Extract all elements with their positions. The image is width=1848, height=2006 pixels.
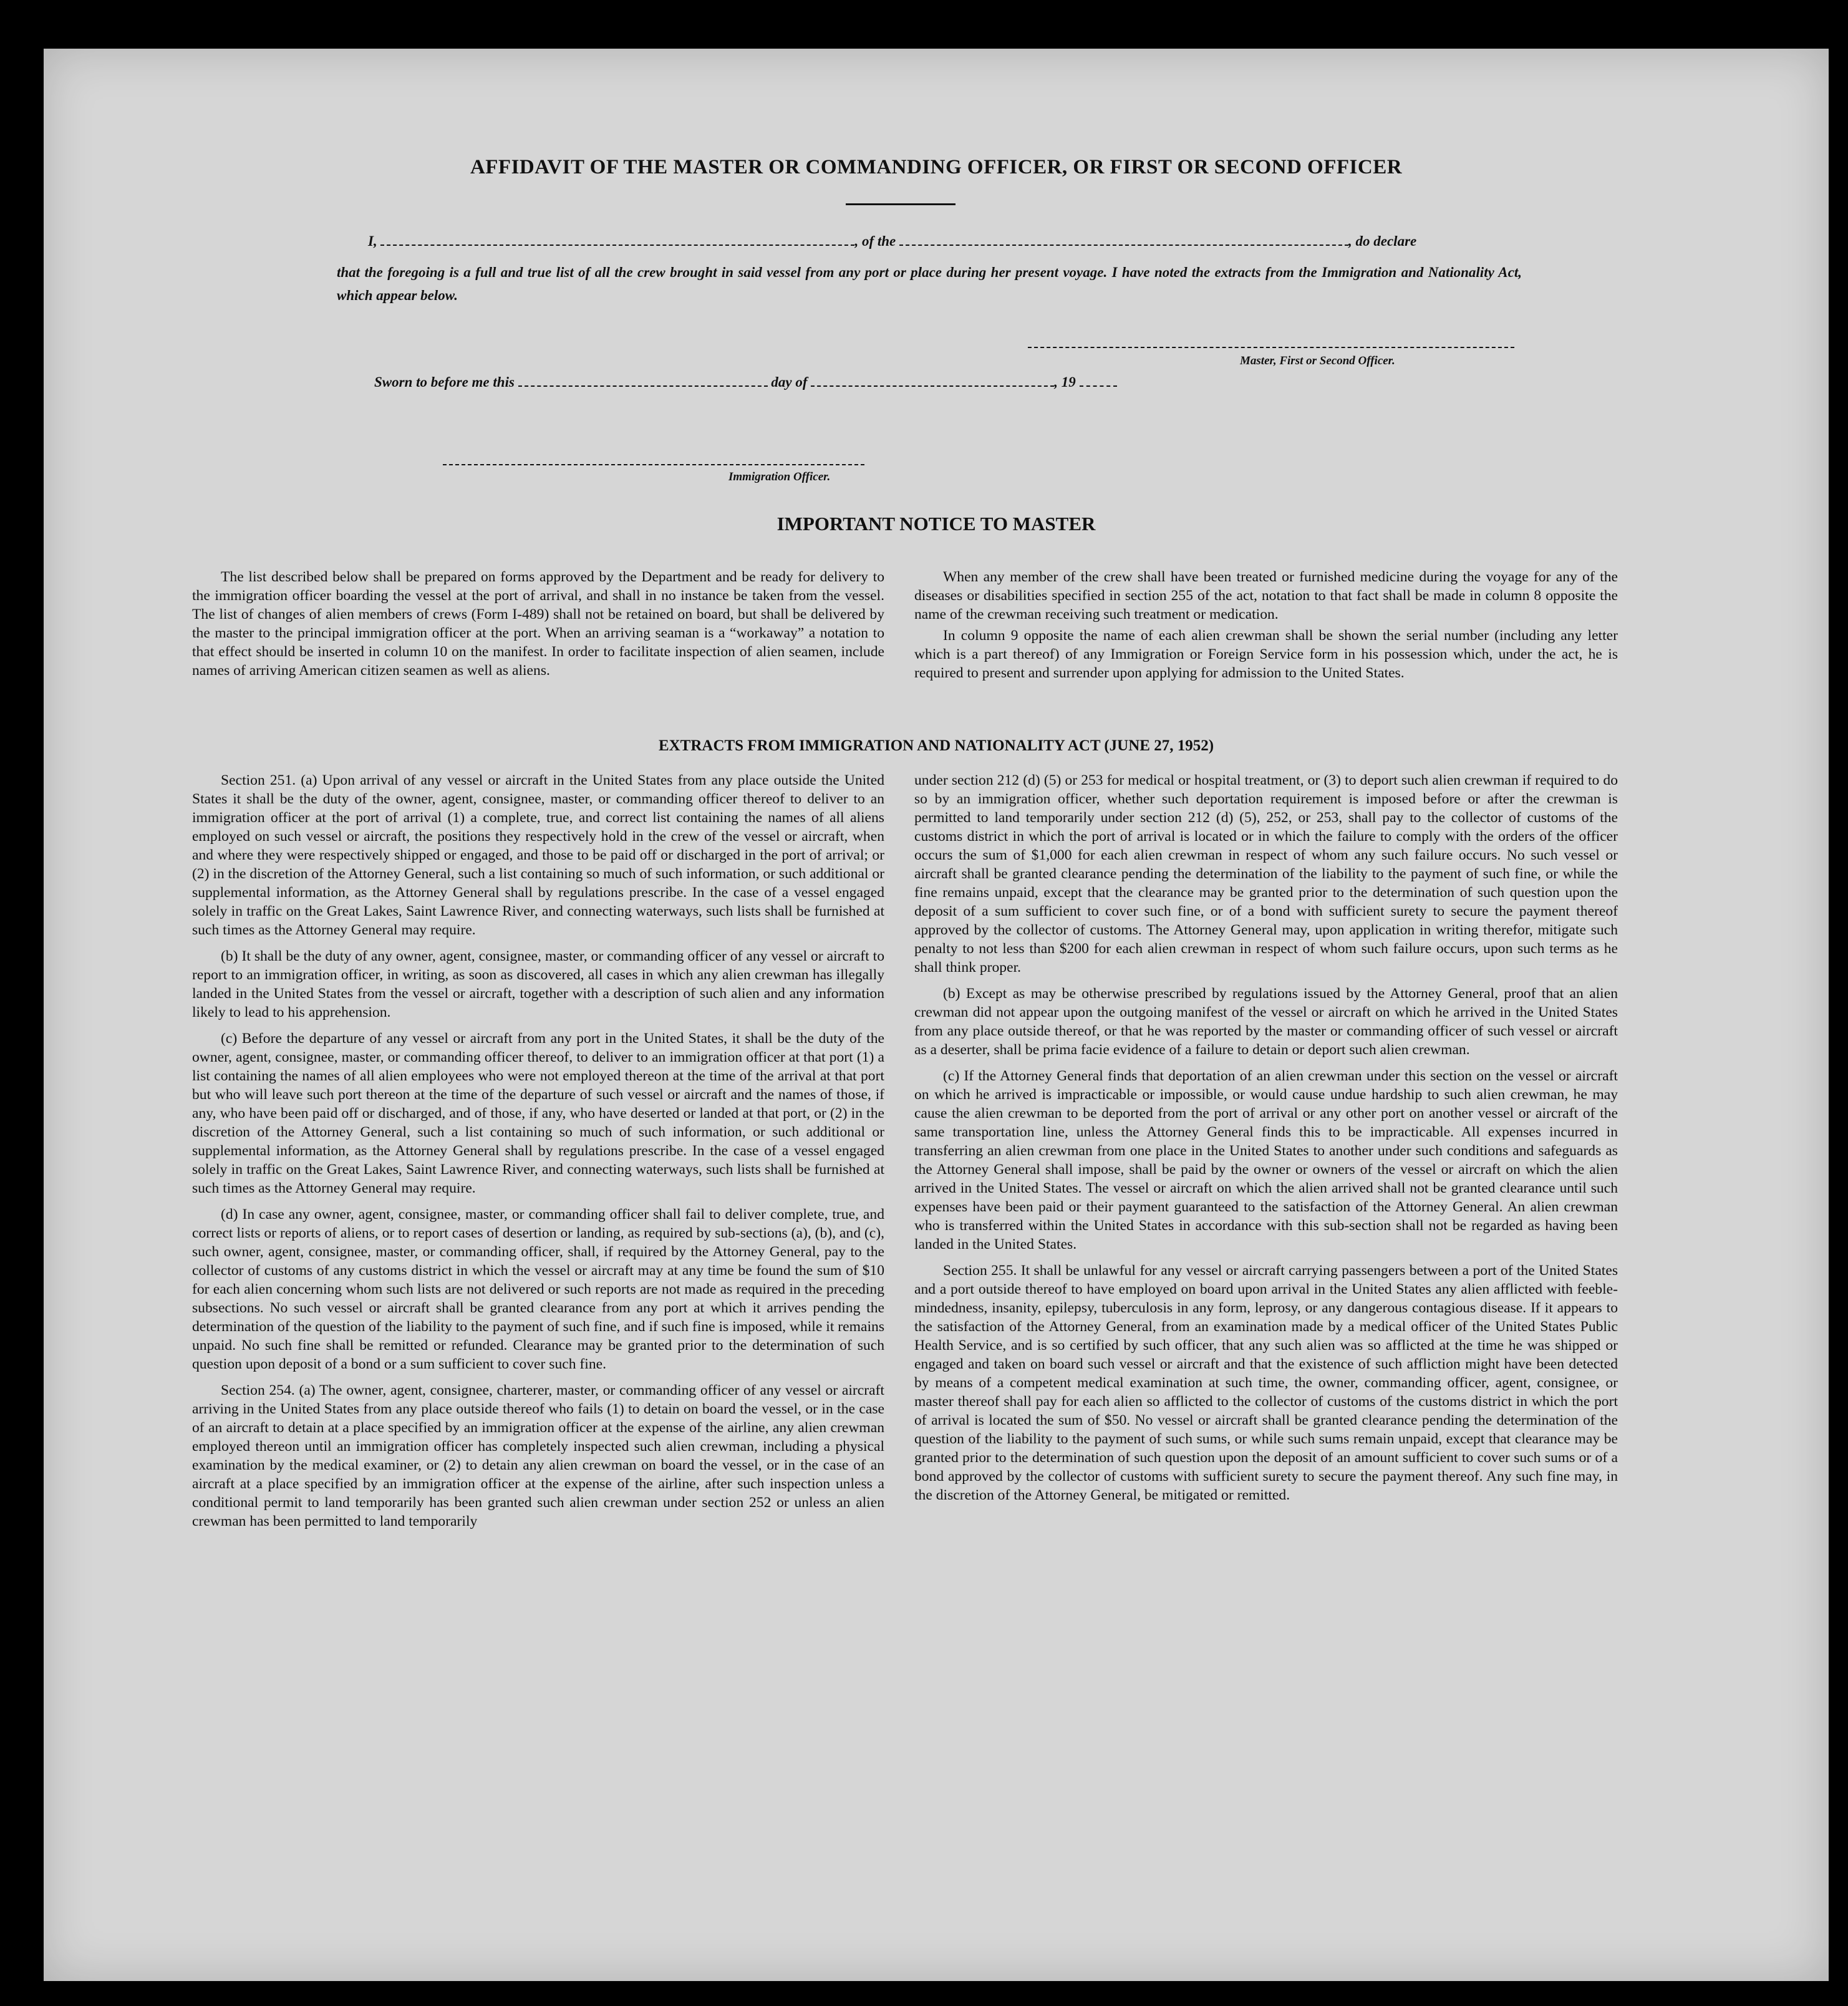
sworn-day-field[interactable]: [518, 374, 768, 387]
vessel-field[interactable]: [899, 233, 1348, 246]
notice-right-paragraph-1: When any member of the crew shall have been treated or furnished medicine during the voyage for any of the diseases or disabilities specified in section 255 of the act, notation to that fact shall be made in column 8 opposite the name of the crewman receiving such treatment or medication.: [914, 569, 1618, 623]
notice-left-column: [192, 568, 884, 687]
section-254-a-continued: under section 212 (d) (5) or 253 for medical or hospital treatment, or (3) to deport such alien crewman if required to do so by an immigration officer, whether such deportation requirement is imposed before or after the crewman is permitted to land temporarily under section 212 (d) (5), 252, or 253, shall pay to the collector of customs of the customs district in which the port of arrival is located or in which the failure to comply with the orders of the officer occurs the sum of $1,000 for each alien crewman in respect of whom any such failure occurs. No such vessel or aircraft shall be granted clearance pending the determination of the liability to the payment of such fine, or while the fine remains unpaid, except that the clearance may be granted prior to the determination of such question upon the deposit of a sum sufficient to cover such fine, or of a bond with sufficient surety to secure the payment thereof approved by the collector of customs. The Attorney General may, upon application in writing therefor, mitigate such penalty to not less than $200 for each alien crewman in respect of whom such failure occurs, upon such terms as he shall think proper.: [914, 772, 1618, 976]
affidavit-section: [44, 49, 1829, 1981]
section-254-c: (c) If the Attorney General finds that deportation of an alien crewman under this section on the vessel or aircraft on which he arrived is impracticable or impossible, or would cause undue hardship to such alien crewman, he may cause the alien crewman to be deported from the port of arrival or any other port on another vessel or aircraft of the same transportation line, unless the Attorney General finds this to be impracticable. All expenses incurred in transferring an alien crewman from one place in the United States to another under such conditions and safeguards as the Attorney General shall impose, shall be paid by the owner or owners of the vessel or aircraft on which the alien arrived in the United States. The vessel or aircraft on which the alien arrived shall not be granted clearance until such expenses have been paid or their payment guaranteed to the satisfaction of the Attorney General. An alien crewman who is transferred within the United States in accordance with this sub-section shall not be regarded as having been landed in the United States.: [914, 1068, 1618, 1253]
sworn-label: Sworn to before me this: [374, 374, 515, 390]
notice-right-paragraph-2: In column 9 opposite the name of each alien crewman shall be shown the serial number (including any letter which is a part thereof) of any Immigration or Foreign Service form in his possession which, under the act, he is required to present and surrender upon applying for admission to the United States.: [914, 627, 1618, 681]
affidavit-title: AFFIDAVIT OF THE MASTER OR COMMANDING OFFICER, OR FIRST OR SECOND OFFICER: [470, 156, 1403, 178]
notice-left-paragraph: The list described below shall be prepared on forms approved by the Department and be ready for delivery to the immigration officer boarding the vessel at the port of arrival, and shall in no instance be taken from the vessel. The list of changes of alien members of crews (Form I-489) shall not be retained on board, but shall be delivered by the master to the principal immigration officer at the port. When an arriving seaman is a “workaway” a notation to that effect should be inserted in column 10 on the manifest. In order to facilitate inspection of alien seamen, include names of arriving American citizen seamen as well as aliens.: [192, 569, 884, 679]
do-declare-label: , do declare: [1348, 233, 1417, 249]
declaration-text: that the foregoing is a full and true list of all the crew brought in said vessel from any port or place during her present voyage. I have noted the extracts from the Immigration and Nationality Act, which appear below.: [337, 264, 1522, 303]
section-251-b: (b) It shall be the duty of any owner, agent, consignee, master, or commanding officer of any vessel or aircraft to report to an immigration officer, in writing, as soon as discovered, all cases in which any alien crewman has illegally landed in the United States from the vessel or aircraft, together with a description of such alien and any information likely to lead to his apprehension.: [192, 948, 884, 1020]
i-label: I,: [368, 233, 377, 249]
section-254-b: (b) Except as may be otherwise prescribed by regulations issued by the Attorney General, proof that an alien crewman did not appear upon the outgoing manifest of the vessel or aircraft on which he arrived in the United States from any place outside thereof, or that he was reported by the master or commanding officer of such vessel or aircraft as a deserter, shall be prima facie evidence of a failure to detain or deport such alien crewman.: [914, 986, 1618, 1058]
year-label: , 19: [1054, 374, 1076, 390]
notice-title: IMPORTANT NOTICE TO MASTER: [776, 513, 1096, 535]
notice-right-column: [914, 568, 1618, 685]
officer-signature-label: Immigration Officer.: [728, 470, 831, 483]
extracts-right-column: [914, 771, 1618, 1512]
name-field[interactable]: [380, 233, 854, 246]
document-page: [44, 49, 1829, 1981]
sworn-year-field[interactable]: [1080, 374, 1117, 387]
declaration-line: [368, 233, 1516, 250]
section-255: Section 255. It shall be unlawful for any vessel or aircraft carrying passengers between a port of the United States and a port outside thereof to have employed on board upon arrival in the United States any alien afflicted with feeble-mindedness, insanity, epilepsy, tuberculosis in any form, leprosy, or any dangerous contagious disease. If it appears to the satisfaction of the Attorney General, from an examination made by a medical officer of the United States Public Health Service, and is so certified by such officer, that any such alien was so afflicted at the time he was shipped or engaged and taken on board such vessel or aircraft and that the existence of such affliction might have been detected by means of a competent medical examination at such time, the owner, commanding officer, agent, consignee, or master thereof shall pay for each alien so afflicted to the collector of customs of the customs district in which the port of arrival is located the sum of $50. No vessel or aircraft shall be granted clearance pending the determination of the question of the liability to the payment of such sums, or while such sums remain unpaid, except that clearance may be granted prior to the determination of such question upon the deposit of an amount sufficient to cover such sums or of a bond approved by the collector of customs with sufficient surety to secure the payment thereof. Any such fine may, in the discretion of the Attorney General, be mitigated or remitted.: [914, 1262, 1618, 1503]
section-251-a: Section 251. (a) Upon arrival of any vessel or aircraft in the United States from any place outside the United States it shall be the duty of the owner, agent, consignee, master, or commanding officer thereof to deliver to an immigration officer at the port of arrival (1) a complete, true, and correct list containing the names of all aliens employed on such vessel or aircraft, the positions they respectively hold in the crew of the vessel or aircraft, when and where they were respectively shipped or engaged, and those to be paid off or discharged in the port of arrival; or (2) in the discretion of the Attorney General, such a list containing so much of such information, or such additional or supplemental information, as the Attorney General shall by regulations prescribe. In the case of a vessel engaged solely in traffic on the Great Lakes, Saint Lawrence River, and connecting waterways, such lists shall be furnished at such times as the Attorney General may require.: [192, 772, 884, 938]
master-signature-label: Master, First or Second Officer.: [1240, 354, 1395, 367]
section-254-a: Section 254. (a) The owner, agent, consignee, charterer, master, or commanding officer of any vessel or aircraft arriving in the United States from any place outside thereof who fails (1) to detain on board the vessel, or in the case of an aircraft to detain at a place specified by an immigration officer at the expense of the airline, any alien crewman employed thereon until an immigration officer has completely inspected such alien crewman, including a physical examination by the medical examiner, or (2) to detain any alien crewman on board the vessel, or in the case of an aircraft at a place specified by an immigration officer at the expense of the airline, after such inspection unless a conditional permit to land temporarily has been granted such alien crewman under section 252 or unless an alien crewman has been permitted to land temporarily: [192, 1382, 884, 1529]
title-rule: [846, 203, 955, 205]
section-251-d: (d) In case any owner, agent, consignee, master, or commanding officer shall fail to deliver complete, true, and correct lists or reports of aliens, or to report cases of desertion or landing, as required by sub-sections (a), (b), and (c), such owner, agent, consignee, master, or commanding officer, shall, if required by the Attorney General, pay to the collector of customs of any customs district in which the vessel or aircraft may at any time be found the sum of $10 for each alien concerning whom such lists are not delivered or such reports are not made as required in the preceding subsections. No such vessel or aircraft shall be granted clearance from any port at which it arrives pending the determination of the question of the liability to the payment of such fine, and if such fine is imposed, while it remains unpaid. No such fine shall be remitted or refunded. Clearance may be granted prior to the determination of such question upon deposit of a bond or a sum sufficient to cover such fine.: [192, 1206, 884, 1372]
of-the-label: , of the: [854, 233, 896, 249]
extracts-title: EXTRACTS FROM IMMIGRATION AND NATIONALITY ACT (JUNE 27, 1952): [658, 737, 1214, 754]
extracts-left-column: [192, 771, 884, 1538]
sworn-month-field[interactable]: [811, 374, 1054, 387]
master-signature-line[interactable]: [1028, 347, 1514, 348]
sworn-line: [374, 374, 1222, 390]
day-of-label: day of: [771, 374, 808, 390]
officer-signature-line[interactable]: [443, 464, 864, 465]
section-251-c: (c) Before the departure of any vessel or aircraft from any port in the United States, it shall be the duty of the owner, agent, consignee, master, or commanding officer thereof, to deliver to an immigration officer at that port (1) a list containing the names of all alien employees who were not employed thereon at the time of the arrival at that port but who will leave such port thereon at the time of the departure of such vessel or aircraft and the names of those, if any, who have been paid off or discharged, and of those, if any, who have deserted or landed at that port, or (2) in the discretion of the Attorney General, such a list containing so much of such information, or such additional or supplemental information, as the Attorney General shall by regulations prescribe. In the case of a vessel engaged solely in traffic on the Great Lakes, Saint Lawrence River, and connecting waterways, such lists shall be furnished at such times as the Attorney General may require.: [192, 1030, 884, 1196]
